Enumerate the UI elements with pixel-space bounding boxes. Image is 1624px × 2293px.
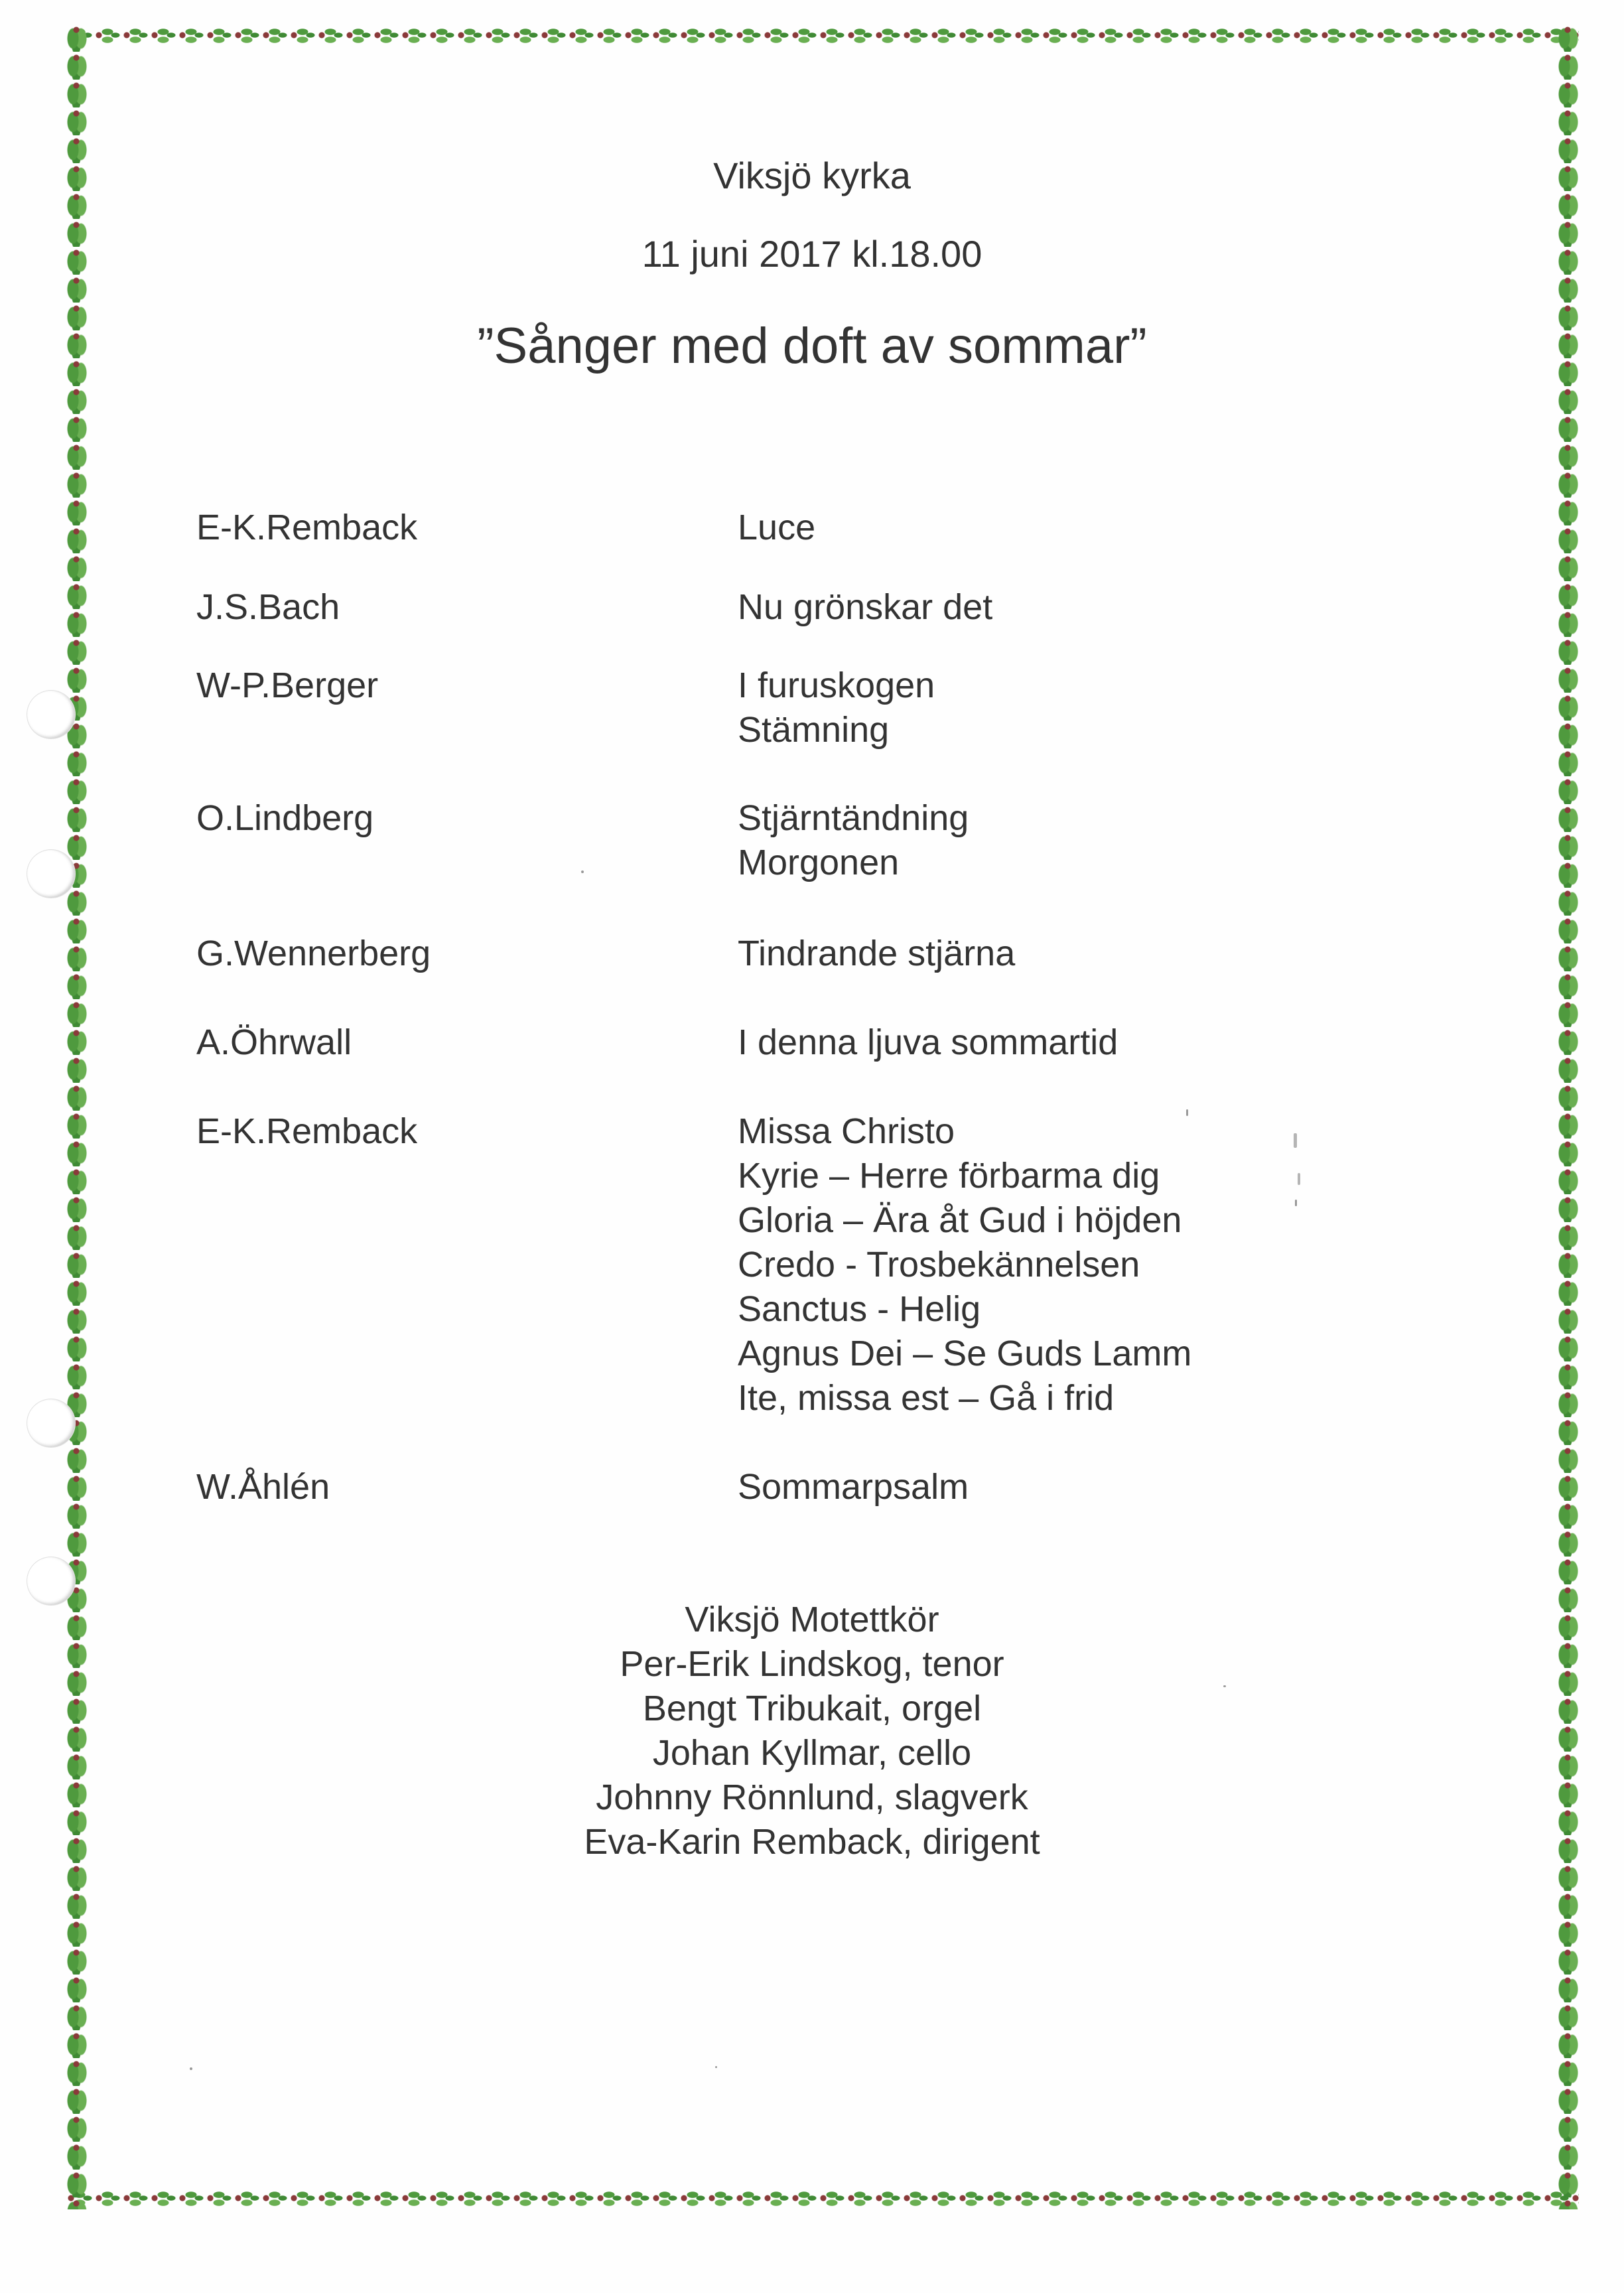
composer-name: G.Wennerberg	[196, 934, 431, 973]
work-list	[738, 585, 992, 630]
composer-name: E-K.Remback	[196, 1111, 418, 1151]
composer-name: E-K.Remback	[196, 508, 418, 547]
paper-speck	[715, 2066, 717, 2068]
performer-line: Bengt Tribukait, orgel	[642, 1689, 982, 1728]
holly-border-top	[65, 24, 1579, 46]
paper-speck	[1223, 1685, 1226, 1687]
work-title: Kyrie – Herre förbarma dig	[738, 1156, 1160, 1196]
performer-line: Viksjö Motettkör	[685, 1600, 939, 1639]
work-title: Morgonen	[738, 843, 900, 882]
paper-speck	[581, 870, 584, 873]
composer-name: J.S.Bach	[196, 587, 340, 627]
work-title: Ite, missa est – Gå i frid	[738, 1378, 1115, 1418]
work-list	[738, 796, 969, 885]
work-title: Sommarpsalm	[738, 1467, 969, 1507]
punch-hole	[27, 849, 76, 898]
work-title: Stämning	[738, 710, 890, 750]
work-list	[738, 1020, 1118, 1065]
paper-speck	[1295, 1200, 1297, 1206]
punch-hole	[27, 1399, 76, 1448]
work-title: Missa Christo	[738, 1111, 955, 1151]
work-title: Tindrande stjärna	[738, 934, 1016, 973]
work-title: Luce	[738, 508, 816, 547]
paper-speck	[1294, 1133, 1297, 1148]
work-list	[738, 663, 935, 752]
paper-speck	[1298, 1173, 1300, 1185]
work-title: Nu grönskar det	[738, 587, 993, 627]
work-title: I furuskogen	[738, 665, 935, 705]
composer-name: W-P.Berger	[196, 665, 379, 705]
concert-title: ”Sånger med doft av sommar”	[477, 318, 1147, 374]
work-title: Agnus Dei – Se Guds Lamm	[738, 1334, 1192, 1373]
work-list	[738, 1465, 969, 1509]
performer-line: Johan Kyllmar, cello	[652, 1733, 972, 1773]
holly-border-bottom	[65, 2187, 1579, 2209]
work-title: Credo - Trosbekännelsen	[738, 1245, 1140, 1285]
performer-line: Per-Erik Lindskog, tenor	[620, 1644, 1004, 1684]
performer-credits	[0, 1598, 1624, 1864]
work-title: Gloria – Ära åt Gud i höjden	[738, 1200, 1182, 1240]
work-title: Stjärntändning	[738, 798, 969, 838]
paper-speck	[190, 2067, 192, 2070]
work-title: Sanctus - Helig	[738, 1289, 981, 1329]
venue-heading: Viksjö kyrka	[713, 155, 911, 196]
work-list	[738, 1109, 1191, 1421]
composer-name: A.Öhrwall	[196, 1022, 352, 1062]
work-title: I denna ljuva sommartid	[738, 1022, 1118, 1062]
composer-name: W.Åhlén	[196, 1467, 330, 1507]
paper-speck	[1186, 1109, 1188, 1116]
work-list	[738, 506, 815, 550]
punch-hole	[27, 690, 76, 739]
work-list	[738, 932, 1015, 976]
performer-line: Johnny Rönnlund, slagverk	[596, 1777, 1028, 1817]
performer-line: Eva-Karin Remback, dirigent	[584, 1822, 1040, 1862]
concert-date: 11 juni 2017 kl.18.00	[642, 233, 982, 275]
composer-name: O.Lindberg	[196, 798, 374, 838]
